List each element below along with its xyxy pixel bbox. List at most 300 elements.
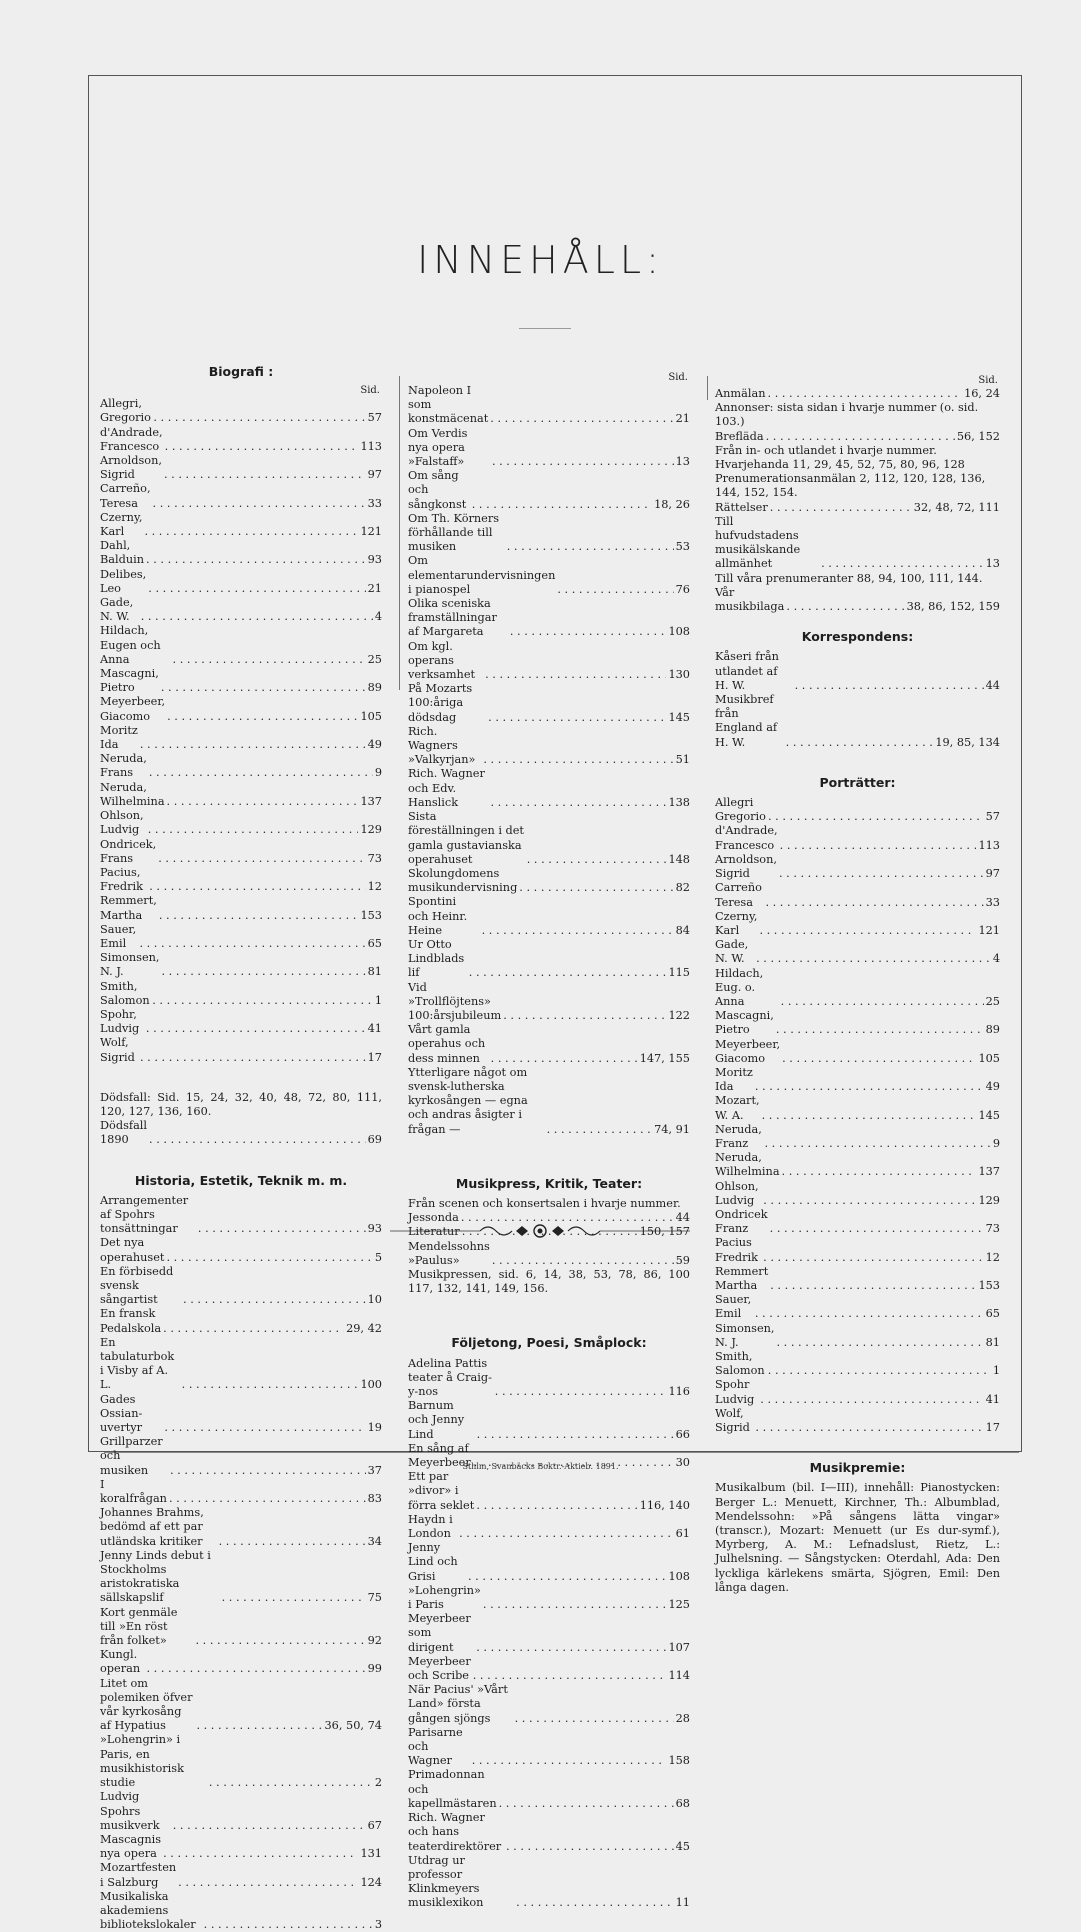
leader-dots — [490, 796, 666, 810]
entry-title: Till våra prenumeranter 88, 94, 100, 111, 144. — [715, 571, 983, 585]
entry-page: 9 — [374, 766, 382, 780]
index-entry — [100, 1194, 382, 1237]
entry-page: 12 — [367, 880, 382, 894]
entry-page: 1 — [992, 1364, 1000, 1378]
leader-dots — [195, 1634, 365, 1648]
entry-title: Haydn i London — [408, 1512, 453, 1541]
entry-page: 13 — [675, 455, 690, 469]
entry-title: Arnoldson, Sigrid — [715, 852, 777, 881]
entry-title: Moritz Ida — [100, 723, 138, 752]
entry-page: 121 — [360, 525, 382, 539]
leader-dots — [795, 679, 984, 693]
leader-dots — [146, 1022, 366, 1036]
leader-dots — [169, 1492, 366, 1506]
entry-title: Adelina Pattis teater å Craig-y-nos — [408, 1356, 492, 1398]
index-entry — [408, 767, 690, 810]
index-entry — [715, 1123, 1000, 1151]
entry-page: 121 — [978, 923, 1000, 937]
entry-title: Vårt gamla operahus och dess minnen — [408, 1023, 486, 1065]
musikpress-intro: Från scenen och konsertsalen i hvarje nummer. — [408, 1196, 681, 1210]
leader-dots — [159, 909, 359, 923]
leader-dots — [167, 795, 359, 809]
entry-page: 49 — [367, 738, 382, 752]
entry-title: Meyerbeer, Giacomo — [715, 1037, 781, 1065]
leader-dots — [165, 440, 359, 454]
entry-page: 153 — [360, 908, 382, 922]
section-biografi-heading: Biografi : — [208, 364, 274, 379]
index-entry — [100, 838, 382, 866]
index-entry — [715, 693, 1000, 750]
entry-page: 21 — [675, 412, 690, 426]
index-entry — [408, 1066, 690, 1137]
leader-dots — [198, 1222, 366, 1236]
entry-title: Literatur — [408, 1225, 460, 1239]
entry-title: Parisarne och Wagner — [408, 1725, 463, 1768]
index-entry — [715, 1180, 1000, 1208]
index-entry — [715, 430, 1000, 444]
entry-page: 29, 42 — [346, 1321, 382, 1335]
leader-dots — [483, 1598, 667, 1612]
index-entry — [408, 469, 690, 512]
index-entry — [100, 1236, 382, 1264]
index-entry — [408, 384, 690, 427]
entry-page: 11 — [675, 1896, 690, 1910]
entry-title: »Lohengrin» i Paris — [408, 1583, 481, 1612]
entry-title: Brefläda — [715, 429, 764, 443]
entry-title: Ett par »divor» i förra seklet — [408, 1470, 475, 1512]
entry-title: Musikbref från England af H. W. — [715, 693, 778, 749]
entry-page: 9 — [992, 1136, 1000, 1150]
entry-title: Spohr, Ludvig — [100, 1007, 140, 1036]
leader-dots — [161, 681, 366, 695]
index-entry — [408, 1023, 690, 1066]
index-entry — [408, 1726, 690, 1769]
entry-title: När Pacius' »Vårt Land» första gången sjöngs — [408, 1683, 508, 1725]
leader-dots — [782, 1165, 977, 1179]
entry-title: Pacius Fredrik — [715, 1236, 759, 1264]
index-entry — [408, 597, 690, 640]
leader-dots — [515, 1712, 674, 1726]
title-rule — [519, 328, 571, 329]
section-foljetong-heading: Följetong, Poesi, Småplock: — [451, 1335, 647, 1351]
entry-title: Vår musikbilaga — [715, 585, 785, 614]
entry-title: Gades Ossian-uvertyr — [100, 1392, 143, 1435]
leader-dots — [763, 1194, 976, 1208]
entry-page: 34 — [367, 1534, 382, 1548]
index-entry — [715, 387, 1000, 401]
leader-dots — [516, 1896, 673, 1910]
entry-page: 116 — [668, 1385, 690, 1398]
entry-title: Mozartfesten i Salzburg — [100, 1861, 177, 1889]
entry-title: Jenny Lind och Grisi — [408, 1541, 458, 1583]
index-entry — [100, 667, 382, 695]
entry-page: 108 — [668, 625, 690, 639]
entry-page: 114 — [668, 1669, 690, 1683]
leader-dots — [755, 1080, 984, 1094]
index-entry — [715, 1378, 1000, 1406]
leader-dots — [786, 736, 934, 750]
index-entry — [100, 1307, 382, 1335]
entry-title: Pacius, Fredrik — [100, 865, 144, 894]
entry-title: Smith, Salomon — [100, 979, 150, 1007]
index-entry — [100, 482, 382, 510]
entry-title: Neruda, Wilhelmina — [100, 780, 165, 808]
entry-page: 76 — [675, 582, 690, 596]
index-entry — [408, 1470, 690, 1513]
leader-dots — [140, 1051, 366, 1065]
entry-page: 145 — [668, 710, 690, 724]
entry-page: 69 — [367, 1133, 382, 1147]
entry-page: 19 — [367, 1421, 382, 1435]
section-korrespondens-heading: Korrespondens: — [801, 629, 914, 645]
entry-page: 81 — [367, 965, 382, 979]
entry-title: Ur Otto Lindblads lif — [408, 937, 465, 980]
index-entry — [715, 586, 1000, 614]
entry-title: Barnum och Jenny Lind — [408, 1399, 465, 1441]
entry-page: 10 — [367, 1293, 382, 1307]
leader-dots — [163, 1322, 344, 1336]
entry-title: Gade, N. W. — [715, 938, 749, 966]
index-entry — [100, 866, 382, 894]
entry-title: Carreño Teresa — [715, 881, 762, 909]
index-entry — [100, 1435, 382, 1478]
index-entry — [100, 1861, 382, 1889]
leader-dots — [770, 1222, 984, 1236]
leader-dots — [488, 711, 666, 725]
leader-dots — [149, 1133, 366, 1147]
leader-dots — [196, 1719, 322, 1733]
leader-dots — [492, 455, 674, 469]
leader-dots — [476, 1641, 666, 1655]
index-entry — [715, 515, 1000, 572]
leader-dots — [139, 937, 365, 951]
entry-page: 115 — [668, 966, 690, 980]
entry-title: Kåseri från utlandet af H. W. — [715, 650, 779, 692]
index-entry — [715, 910, 1000, 938]
entry-page: 145 — [978, 1108, 1000, 1122]
leader-dots — [495, 1385, 667, 1399]
entry-page: 41 — [985, 1392, 1000, 1406]
entry-page: 129 — [978, 1193, 1000, 1207]
index-entry — [408, 640, 690, 683]
leader-dots — [762, 1109, 977, 1123]
leader-dots — [162, 965, 366, 979]
entry-page: 65 — [985, 1307, 1000, 1321]
korrespondens-list — [715, 650, 1000, 749]
index-entry — [408, 1683, 690, 1726]
entry-page: 36, 50, 74 — [324, 1719, 382, 1733]
index-entry — [100, 568, 382, 596]
entry-page: 13 — [985, 557, 1000, 571]
section-historia-heading: Historia, Estetik, Teknik m. m. — [134, 1172, 348, 1188]
leader-dots — [768, 1364, 991, 1378]
leader-dots — [519, 881, 673, 895]
index-entry — [100, 539, 382, 567]
entry-title: Sauer, Emil — [715, 1293, 752, 1321]
index-entry — [100, 923, 382, 951]
section-musikpress-heading: Musikpress, Kritik, Teater: — [455, 1175, 643, 1191]
leader-dots — [507, 540, 674, 554]
index-entry — [100, 1393, 382, 1436]
entry-page: 129 — [360, 823, 382, 837]
sid-label: Sid. — [360, 385, 380, 397]
index-entry — [100, 1119, 382, 1147]
entry-page: 97 — [367, 468, 382, 482]
leader-dots — [776, 1023, 984, 1037]
entry-title: Spohr Ludvig — [715, 1378, 755, 1406]
leader-dots — [503, 1009, 666, 1023]
index-entry — [715, 444, 1000, 458]
index-entry — [100, 781, 382, 809]
index-entry — [715, 1094, 1000, 1122]
leader-dots — [756, 952, 991, 966]
entry-title: Om elementarundervisningen i pianospel — [408, 554, 556, 596]
leader-dots — [779, 867, 984, 881]
index-entry — [100, 894, 382, 922]
entry-page: 4 — [374, 610, 382, 624]
entry-page: 130 — [668, 668, 690, 682]
index-entry — [715, 1066, 1000, 1094]
leader-dots — [768, 387, 963, 401]
leader-dots — [209, 1776, 373, 1790]
leader-dots — [499, 1797, 674, 1811]
entry-title: Mascagni, Pietro — [715, 1009, 774, 1037]
entry-title: Hvarjehanda 11, 29, 45, 52, 75, 80, 96, 128 — [715, 458, 965, 472]
entry-page: 4 — [992, 952, 1000, 966]
entry-page: 82 — [675, 881, 690, 895]
entry-title: Musikaliska akademiens bibliotekslokaler — [100, 1889, 196, 1932]
leader-dots — [153, 411, 365, 425]
entry-page: 74, 91 — [654, 1122, 690, 1136]
index-entry — [100, 809, 382, 837]
leader-dots — [144, 525, 358, 539]
entry-page: 73 — [367, 851, 382, 865]
leader-dots — [173, 1819, 366, 1833]
index-entry — [408, 1541, 690, 1584]
leader-dots — [477, 1428, 674, 1442]
entry-title: Meyerbeer och Scribe — [408, 1654, 471, 1683]
index-entry — [100, 1733, 382, 1790]
entry-title: Rich. Wagner och hans teaterdirektörer — [408, 1811, 502, 1853]
index-entry — [408, 1612, 690, 1655]
leader-dots — [166, 1251, 372, 1265]
leader-dots — [204, 1918, 373, 1932]
entry-title: Wolf, Sigrid — [100, 1036, 135, 1064]
leader-dots — [140, 738, 366, 752]
leader-dots — [768, 810, 984, 824]
entry-page: 3 — [374, 1918, 382, 1932]
index-entry — [715, 796, 1000, 824]
entry-title: Delibes, Leo — [100, 567, 147, 595]
entry-page: 93 — [367, 1222, 382, 1236]
leader-dots — [786, 600, 904, 614]
entry-page: 38, 86, 152, 159 — [906, 600, 1000, 614]
leader-dots — [490, 412, 673, 426]
leader-dots — [821, 557, 984, 571]
leader-dots — [472, 1754, 667, 1768]
leader-dots — [781, 995, 984, 1009]
leader-dots — [482, 924, 674, 938]
entry-page: 57 — [367, 411, 382, 425]
entry-title: Simonsen, N. J. — [100, 951, 160, 979]
entry-title: På Mozarts 100:åriga dödsdag — [408, 682, 473, 724]
leader-dots — [146, 1662, 365, 1676]
index-entry — [715, 938, 1000, 966]
column-3 — [715, 375, 1000, 1595]
entry-title: Till hufvudstadens musikälskande allmänhet — [715, 514, 801, 571]
col2-top-list — [408, 384, 690, 1137]
leader-dots — [491, 1052, 638, 1066]
entry-page: 18, 26 — [654, 497, 690, 511]
musikpressen-text: Musikpressen, sid. 6, 14, 38, 53, 78, 86, 100 117, 132, 141, 149, 156. — [408, 1267, 690, 1296]
leader-dots — [152, 994, 373, 1008]
entry-page: 99 — [367, 1662, 382, 1676]
entry-page: 138 — [668, 795, 690, 809]
entry-title: Jessonda — [408, 1211, 459, 1225]
index-entry — [408, 1768, 690, 1811]
leader-dots — [506, 1840, 674, 1854]
entry-title: En tabulaturbok i Visby af A. L. — [100, 1335, 175, 1392]
index-entry — [715, 650, 1000, 693]
leader-dots — [780, 839, 977, 853]
entry-title: Från in- och utlandet i hvarje nummer. — [715, 443, 937, 457]
entry-page: 89 — [367, 681, 382, 695]
leader-dots — [547, 1123, 652, 1137]
entry-page: 148 — [668, 852, 690, 866]
index-entry — [715, 1265, 1000, 1293]
entry-page: 66 — [675, 1427, 690, 1441]
entry-page: 21 — [367, 581, 382, 595]
index-entry — [408, 1655, 690, 1683]
leader-dots — [164, 1421, 365, 1435]
index-entry — [715, 824, 1000, 852]
index-entry — [100, 1008, 382, 1036]
sid-label: Sid. — [978, 375, 998, 386]
entry-page: 44 — [675, 1211, 690, 1225]
leader-dots — [557, 583, 673, 597]
entry-page: 17 — [367, 1050, 382, 1064]
entry-title: Olika sceniska framställningar af Margareta — [408, 597, 497, 639]
entry-title: Om sång och sångkonst — [408, 469, 467, 511]
leader-dots — [222, 1591, 366, 1605]
index-entry — [100, 1478, 382, 1506]
entry-title: Spontini och Heinr. Heine — [408, 895, 468, 937]
index-entry — [100, 1549, 382, 1606]
index-entry — [715, 401, 1000, 429]
entry-page: 158 — [668, 1754, 690, 1768]
leader-dots — [777, 1336, 984, 1350]
section-portratter-heading: Porträtter: — [819, 774, 896, 790]
entry-page: 25 — [367, 652, 382, 666]
entry-title: »Lohengrin» i Paris, en musikhistorisk studie — [100, 1733, 184, 1790]
leader-dots — [473, 1669, 667, 1683]
entry-page: 57 — [985, 810, 1000, 824]
entry-page: 137 — [978, 1165, 1000, 1179]
index-entry — [100, 596, 382, 624]
entry-title: Napoleon I som konstmäcenat — [408, 384, 489, 426]
entry-title: Primadonnan och kapellmästaren — [408, 1768, 497, 1810]
entry-title: Ytterligare något om svensk-lutherska kyrkosången — egna och andras åsigter i frågan — — [408, 1065, 528, 1136]
index-entry — [408, 1811, 690, 1854]
entry-title: En sång af Meyerbeer — [408, 1441, 471, 1470]
entry-title: Annonser: sista sidan i hvarje nummer (o. sid. 103.) — [715, 401, 979, 429]
index-entry — [715, 1208, 1000, 1236]
biografi-list — [100, 397, 382, 1065]
leader-dots — [755, 1421, 983, 1435]
sid-label: Sid. — [668, 372, 688, 383]
entry-title: Simonsen, N. J. — [715, 1321, 775, 1349]
entry-title: Utdrag ur professor Klinkmeyers musiklexikon — [408, 1853, 484, 1910]
column-divider-1 — [399, 376, 400, 690]
index-entry — [100, 624, 382, 667]
index-entry — [100, 1265, 382, 1308]
entry-page: 19, 85, 134 — [935, 735, 1000, 749]
leader-dots — [469, 966, 667, 980]
leader-dots — [527, 853, 667, 867]
index-entry — [408, 1584, 690, 1612]
leader-dots — [141, 610, 373, 624]
entry-title: Rättelser — [715, 500, 768, 514]
entry-title: Meyerbeer, Giacomo — [100, 695, 166, 723]
entry-page: 65 — [367, 936, 382, 950]
index-entry — [100, 752, 382, 780]
leader-dots — [164, 468, 366, 482]
leader-dots — [219, 1535, 366, 1549]
entry-title: Grillparzer och musiken — [100, 1435, 163, 1477]
index-entry — [408, 427, 690, 470]
printer-imprint: Sthlm, Svanbäcks Boktr.-Aktieb. 1891. — [462, 1462, 619, 1471]
entry-page: 67 — [367, 1818, 382, 1832]
entry-page: 113 — [360, 439, 382, 453]
leader-dots — [158, 852, 365, 866]
entry-page: 51 — [675, 753, 690, 767]
dodsfall-1890-entry — [100, 1119, 382, 1147]
entry-page: 5 — [374, 1250, 382, 1264]
entry-title: Neruda, Franz — [715, 1122, 762, 1150]
entry-title: Om Th. Körners förhållande till musiken — [408, 511, 500, 554]
column-2 — [408, 372, 690, 1911]
index-entry — [408, 810, 690, 867]
index-entry — [408, 938, 690, 981]
entry-title: Skolungdomens musikundervisning — [408, 866, 518, 895]
leader-dots — [770, 1279, 976, 1293]
col3-top-list — [715, 387, 1000, 614]
index-entry — [100, 1677, 382, 1734]
entry-page: 81 — [985, 1335, 1000, 1349]
leader-dots — [149, 766, 373, 780]
page-title: INNEHÅLL: — [417, 238, 664, 282]
entry-page: 153 — [978, 1278, 1000, 1292]
leader-dots — [459, 1527, 674, 1541]
entry-page: 1 — [374, 993, 382, 1007]
leader-dots — [770, 501, 912, 515]
historia-list — [100, 1194, 382, 1932]
entry-page: 89 — [985, 1023, 1000, 1037]
entry-page: 124 — [360, 1875, 382, 1889]
index-entry — [715, 1293, 1000, 1321]
leader-dots — [485, 668, 666, 682]
index-entry — [408, 682, 690, 725]
index-entry — [100, 426, 382, 454]
index-entry — [408, 554, 690, 597]
index-entry — [715, 472, 1000, 500]
entry-title: Ludvig Spohrs musikverk — [100, 1790, 160, 1832]
index-entry — [408, 725, 690, 768]
entry-title: Kungl. operan — [100, 1648, 141, 1676]
entry-title: Dödsfall 1890 — [100, 1119, 148, 1147]
entry-page: 97 — [985, 867, 1000, 881]
index-entry — [715, 572, 1000, 586]
